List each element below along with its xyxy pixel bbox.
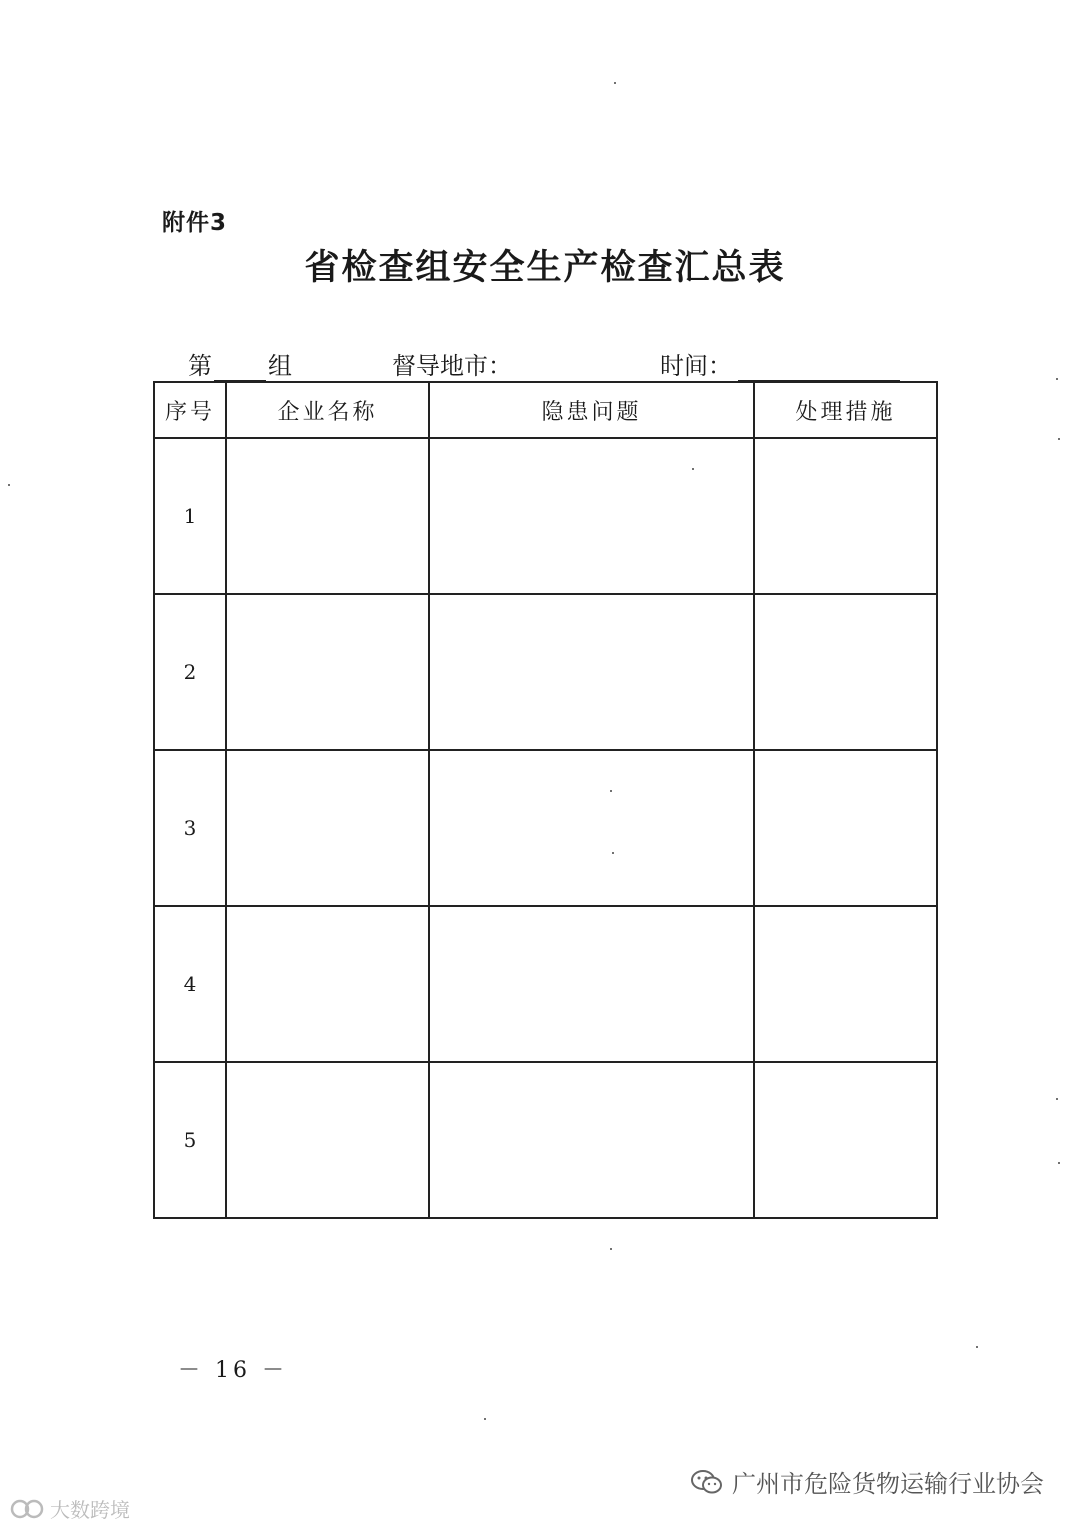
scan-speck [610,1248,612,1250]
scan-speck [1058,438,1060,440]
hazard-cell [429,1062,754,1218]
scan-speck [484,1418,486,1420]
table-row [154,594,937,750]
hazard-cell [429,594,754,750]
scan-speck [1056,1098,1058,1100]
group-blank-line [214,354,266,381]
watermark-right-text: 广州市危险货物运输行业协会 [732,1470,1044,1498]
table-row [154,750,937,906]
measures-cell [754,438,937,594]
wechat-icon [690,1468,724,1496]
hazard-cell [429,438,754,594]
company-cell [226,750,429,906]
row-number: 4 [154,906,226,1062]
row-number: 3 [154,750,226,906]
watermark-left-text: 大数跨境 [50,1498,130,1522]
group-prefix: 第 [188,352,212,380]
brand-logo-icon [10,1498,46,1520]
hazard-cell [429,906,754,1062]
city-field [392,346,512,381]
header-seq: 序号 [154,382,226,438]
header-company: 企业名称 [226,382,429,438]
row-number: 5 [154,1062,226,1218]
scan-speck [1058,1162,1060,1164]
time-field [660,346,902,381]
scan-speck [1056,378,1058,380]
measures-cell [754,750,937,906]
group-field [188,346,292,381]
company-cell [226,594,429,750]
watermark-left [10,1494,130,1523]
table-row [154,906,937,1062]
city-label: 督导地市： [392,352,512,380]
group-suffix: 组 [268,352,292,380]
table-row [154,438,937,594]
header-measures: 处理措施 [754,382,937,438]
company-cell [226,906,429,1062]
time-label: 时间： [660,352,732,380]
row-number: 1 [154,438,226,594]
scan-speck [692,468,694,470]
scan-speck [976,1346,978,1348]
table-row [154,1062,937,1218]
scan-speck [612,852,614,854]
measures-cell [754,594,937,750]
header-hazard: 隐患问题 [429,382,754,438]
watermark-right [690,1464,1044,1499]
summary-table [153,381,938,1219]
attachment-label: 附件3 [162,210,228,236]
scan-speck [8,484,10,486]
time-blank-line [738,354,900,381]
table-header-row [154,382,937,438]
document-title: 省检查组安全生产检查汇总表 [304,247,786,288]
measures-cell [754,906,937,1062]
scan-speck [614,82,616,84]
scan-speck [610,790,612,792]
page-number: － 16 － [178,1358,288,1383]
company-cell [226,1062,429,1218]
company-cell [226,438,429,594]
measures-cell [754,1062,937,1218]
row-number: 2 [154,594,226,750]
hazard-cell [429,750,754,906]
